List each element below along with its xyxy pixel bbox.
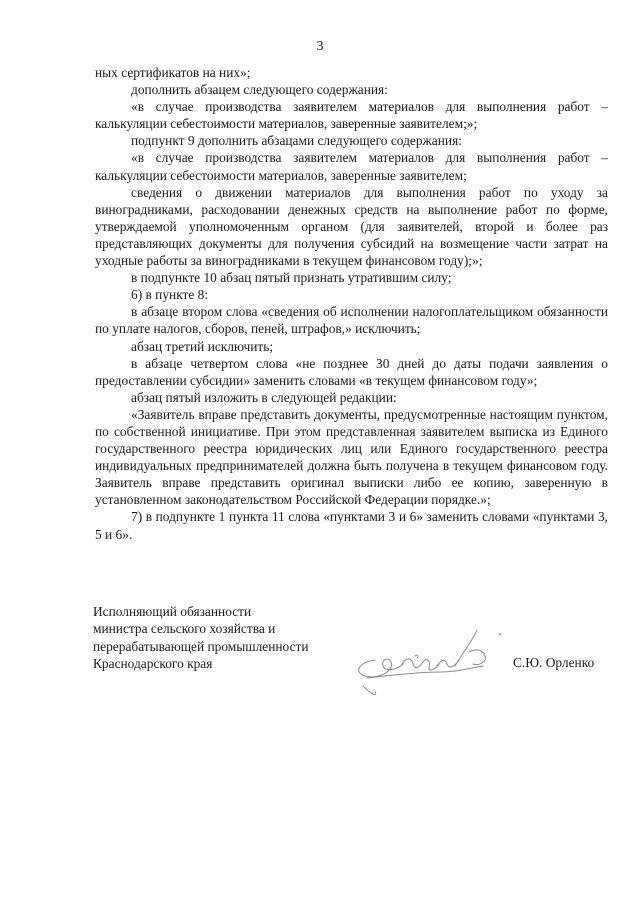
signer-name: С.Ю. Орленко — [513, 655, 595, 670]
paragraph: 6) в пункте 8: — [131, 287, 209, 303]
signature-block — [93, 603, 309, 673]
paragraph: 7) в подпункте 1 пункта 11 слова «пунктами 3 и 6» заменить словами «пунктами 3, 5 и 6». — [95, 509, 608, 542]
document-body — [95, 64, 608, 543]
paragraph: «в случае производства заявителем материалов для выполнения работ – калькуляции себестоимости материалов, заверенные заявителем; — [95, 150, 608, 183]
signer-position-line: Исполняющий обязанности — [93, 604, 252, 619]
paragraph: абзац третий исключить; — [131, 338, 274, 354]
paragraph: в абзаце четвертом слова «не позднее 30 дней до даты подачи заявления о предоставлении субсидии» заменить словами «в текущем финансовом году»; — [95, 355, 608, 388]
paragraph: абзац пятый изложить в следующей редакции: — [131, 389, 397, 405]
paragraph: «Заявитель вправе представить документы, предусмотренные настоящим пунктом, по собственной инициативе. При этом представленная заявителем выписка из Единого государственного реестра юридических лиц или Единого государственного реестра индивидуальных предпринимателей должна быть получена в текущем финансовом году. Заявитель вправе представить оригинал выписки либо ее копию, заверенную в установленном законодательством Российской Федерации порядке.»; — [95, 406, 608, 508]
paragraph: в абзаце втором слова «сведения об исполнении налогоплательщиком обязанности по уплате налогов, сборов, пеней, штрафов,» исключить; — [95, 304, 608, 337]
signer-position-line: Краснодарского края — [93, 656, 213, 672]
page-number: 3 — [316, 39, 324, 54]
signer-position-line: перерабатывающей промышленности — [93, 638, 309, 654]
paragraph: ных сертификатов на них»; — [95, 65, 251, 80]
paragraph: «в случае производства заявителем материалов для выполнения работ – калькуляции себестоимости материалов, заверенные заявителем;»; — [95, 99, 608, 132]
paragraph: сведения о движении материалов для выполнения работ по уходу за виноградниками, расходовании денежных средств на выполнение работ по форме, утверждаемой уполномоченным органом (для заявителей, второй и более раз представляющих документы для получения субсидий на возмещение части затрат на уходные работы за виноградниками в текущем финансовом году);»; — [95, 184, 608, 269]
paragraph: в подпункте 10 абзац пятый признать утратившим силу; — [131, 270, 452, 286]
handwritten-signature — [345, 622, 510, 700]
paragraph: подпункт 9 дополнить абзацами следующего содержания: — [131, 133, 462, 149]
signer-position-line: министра сельского хозяйства и — [93, 621, 276, 637]
paragraph: дополнить абзацем следующего содержания: — [131, 82, 388, 98]
